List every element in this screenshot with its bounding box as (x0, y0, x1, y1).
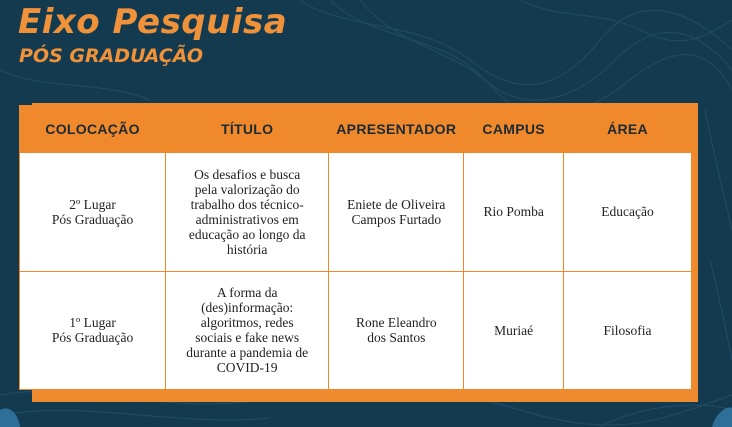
cell-area: Filosofia (564, 271, 692, 390)
title-line: A forma da (216, 285, 278, 301)
page-subtitle: PÓS GRADUAÇÃO (19, 45, 203, 67)
cell-titulo (166, 153, 329, 272)
cell-colocacao (20, 153, 166, 272)
cell-area: Educação (564, 153, 692, 272)
category-text: Pós Graduação (51, 211, 134, 227)
page-title: Eixo Pesquisa (18, 2, 288, 42)
placement-text: 2º Lugar (69, 196, 116, 212)
title-line: trabalho dos técnico- (190, 196, 304, 212)
title-line: algoritmos, redes (200, 315, 294, 331)
presenter-line: Eniete de Oliveira (347, 196, 446, 212)
header-campus: CAMPUS (482, 120, 545, 137)
title-line: durante a pandemia de (186, 345, 309, 361)
cell-campus: Rio Pomba (464, 153, 564, 272)
presenter-line: Rone Eleandro (355, 315, 437, 331)
table-row (20, 271, 692, 390)
presenter-line: Campos Furtado (351, 211, 442, 227)
header-area: ÁREA (607, 120, 648, 137)
header-titulo: TÍTULO (221, 120, 274, 137)
header-apresentador: APRESENTADOR (336, 120, 457, 137)
title-line: COVID-19 (216, 360, 278, 376)
table-row (20, 153, 692, 272)
cell-campus: Muriaé (464, 271, 564, 390)
results-table (19, 105, 692, 390)
presenter-line: dos Santos (367, 330, 426, 346)
cell-titulo (166, 271, 329, 390)
table-header-row (20, 105, 692, 153)
title-line: Os desafios e busca (194, 166, 301, 182)
header-colocacao: COLOCAÇÃO (45, 120, 140, 137)
title-line: história (226, 241, 268, 257)
title-line: pela valorização do (194, 181, 300, 197)
title-line: administrativos em (195, 211, 299, 227)
cell-apresentador (329, 271, 464, 390)
placement-text: 1º Lugar (69, 315, 116, 331)
title-line: sociais e fake news (195, 330, 300, 346)
cell-apresentador (329, 153, 464, 272)
cell-colocacao (20, 271, 166, 390)
title-line: (des)informação: (201, 300, 294, 316)
category-text: Pós Graduação (51, 330, 134, 346)
title-line: educação ao longo da (188, 226, 306, 242)
